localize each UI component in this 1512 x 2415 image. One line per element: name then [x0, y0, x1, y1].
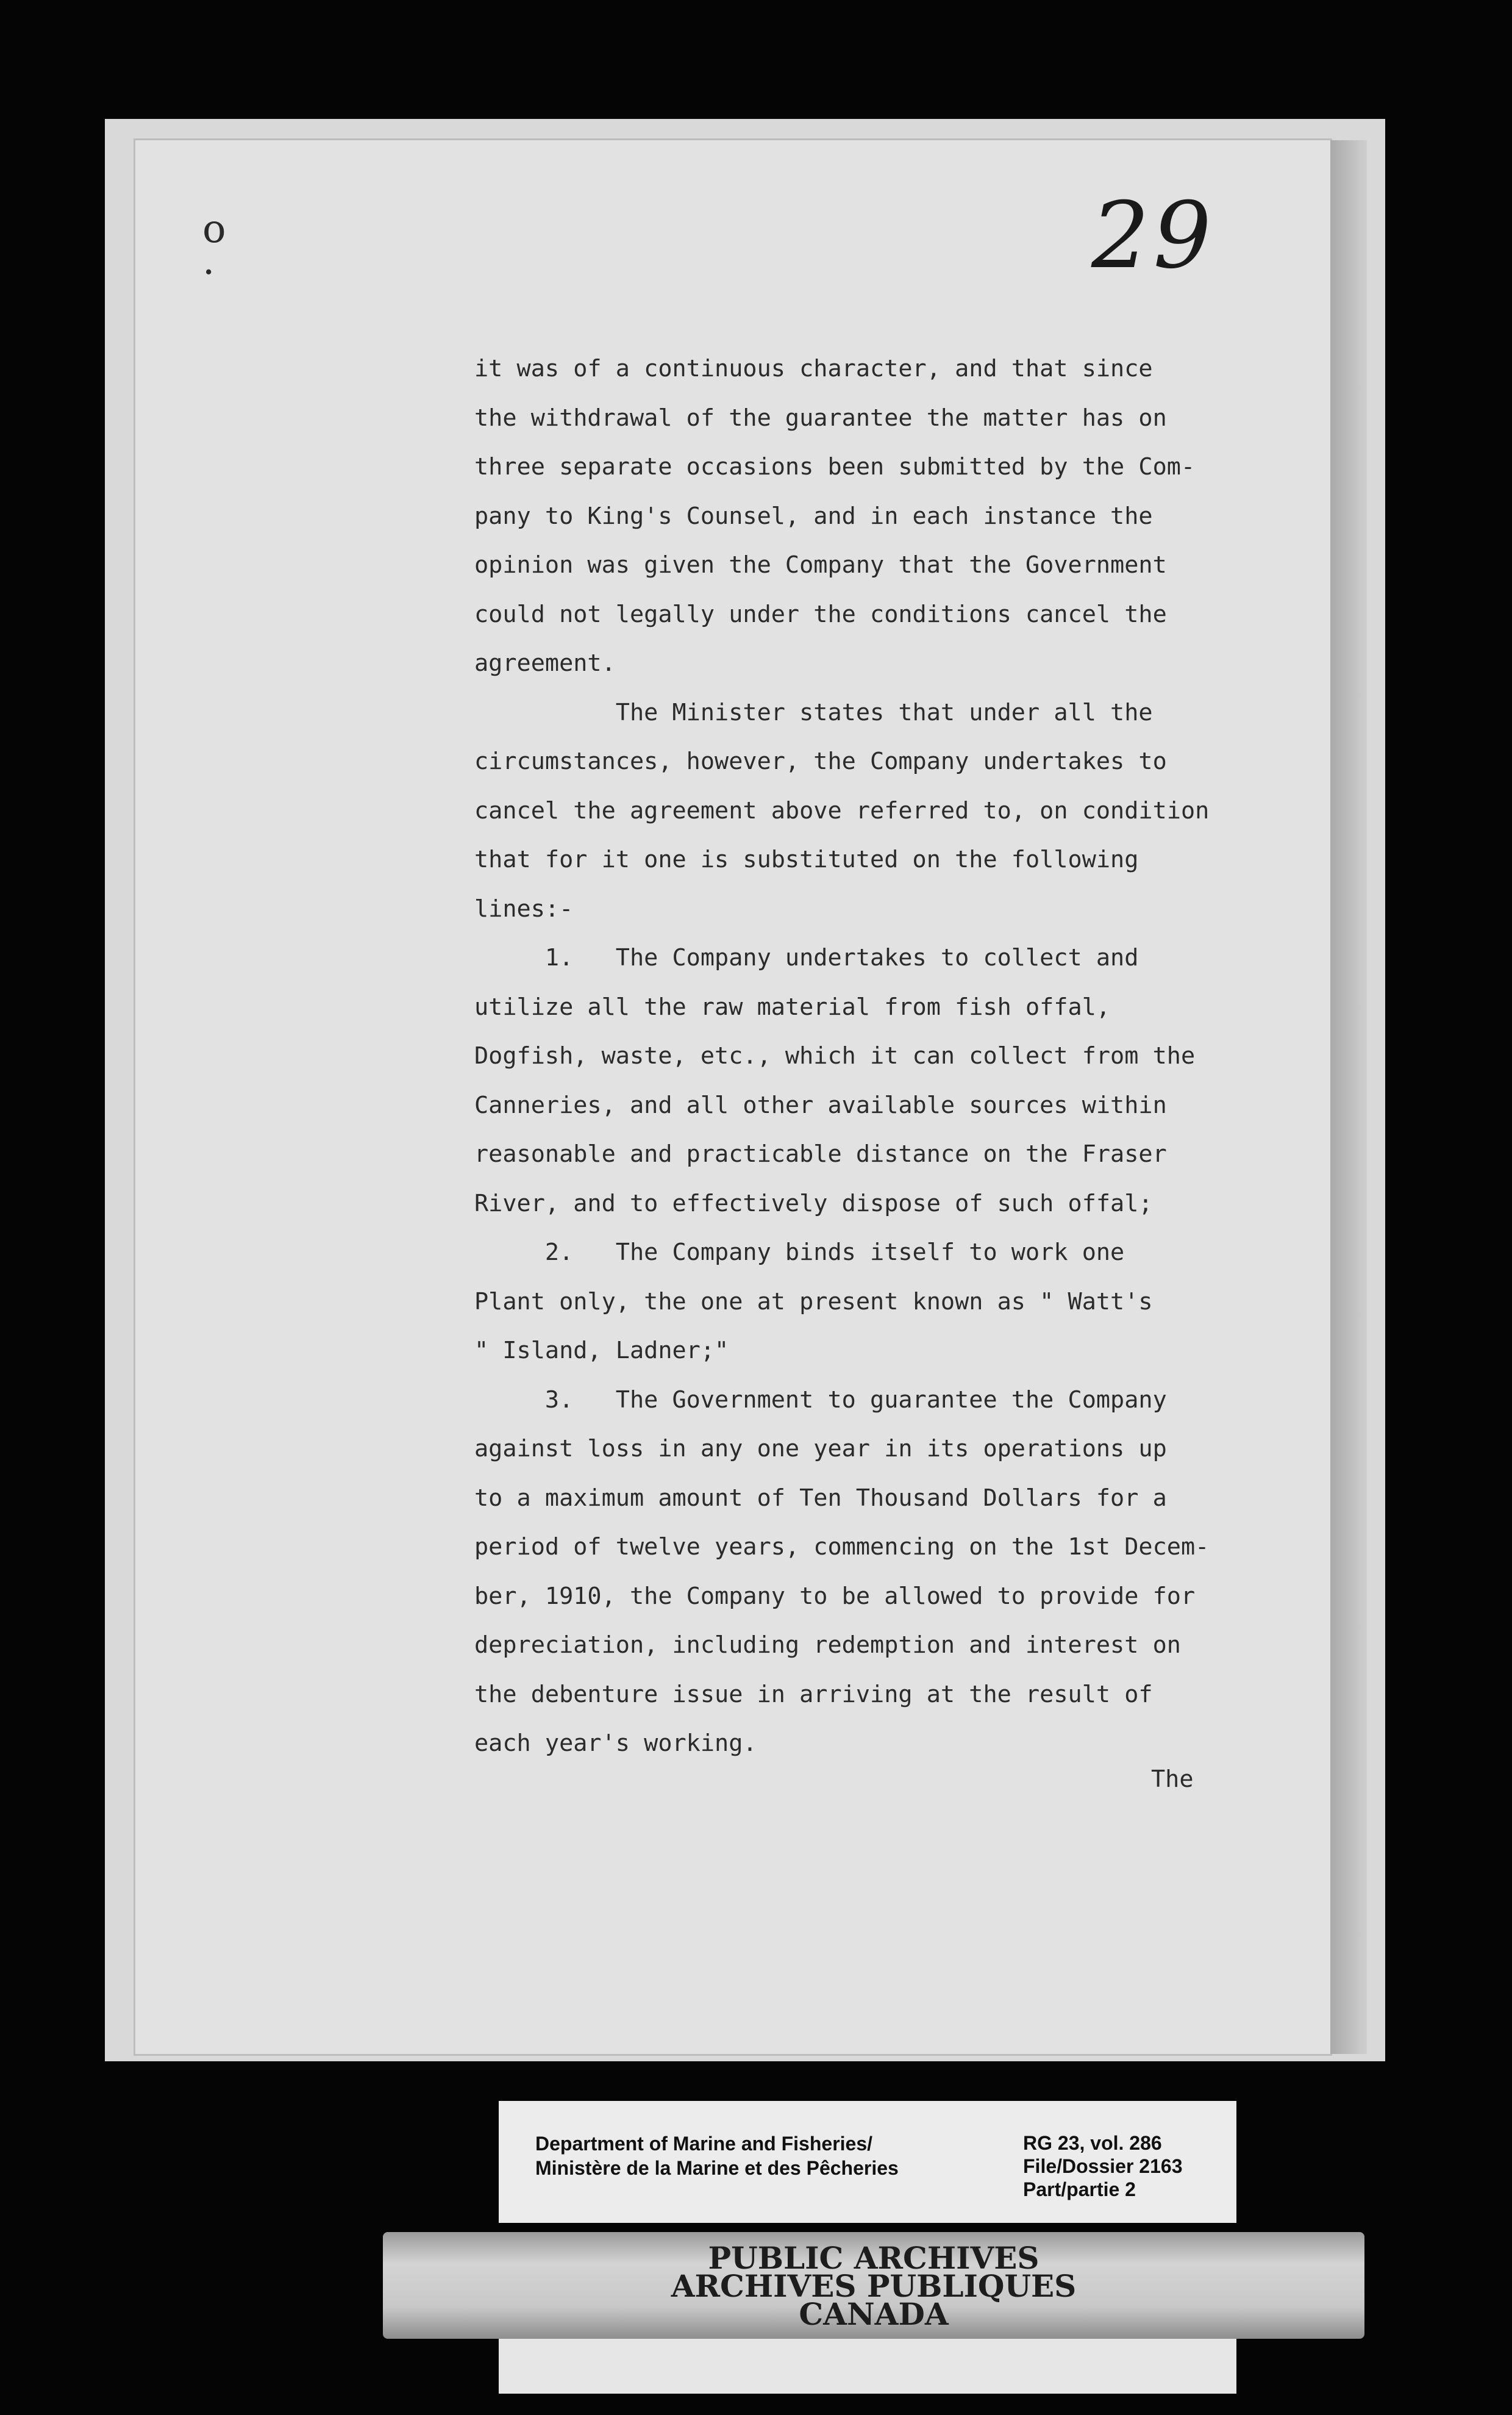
text-line: three separate occasions been submitted by the Com-	[474, 453, 1196, 481]
text-line: agreement.	[474, 649, 616, 677]
text-line: ber, 1910, the Company to be allowed to provide for	[474, 1582, 1196, 1610]
stamp-line-1: PUBLIC ARCHIVES	[708, 2240, 1040, 2276]
document-body	[474, 345, 1267, 1769]
part-number: Part/partie 2	[1023, 2178, 1136, 2200]
text-line: Canneries, and all other available sources within	[474, 1091, 1167, 1119]
department-fr: Ministère de la Marine et des Pêcheries	[535, 2157, 899, 2179]
text-line: reasonable and practicable distance on the Fraser	[474, 1140, 1167, 1168]
text-line: utilize all the raw material from fish offal,	[474, 993, 1111, 1021]
sheet-edge-shadow	[1330, 140, 1367, 2054]
text-line: The Minister states that under all the	[474, 698, 1153, 726]
text-line: 3. The Government to guarantee the Company	[474, 1386, 1167, 1414]
text-line: against loss in any one year in its operations up	[474, 1435, 1167, 1462]
text-line: depreciation, including redemption and interest on	[474, 1631, 1181, 1659]
text-line: the withdrawal of the guarantee the matter has on	[474, 404, 1167, 432]
text-line: cancel the agreement above referred to, on condition	[474, 796, 1210, 825]
reference-number: RG 23, vol. 286	[1023, 2132, 1162, 2154]
text-line: circumstances, however, the Company undertakes to	[474, 748, 1167, 775]
catchword: The	[1151, 1766, 1194, 1793]
text-line: the debenture issue in arriving at the result of	[474, 1680, 1153, 1708]
text-line: to a maximum amount of Ten Thousand Dollars for a	[474, 1484, 1167, 1512]
stamp-line-3: CANADA	[799, 2296, 949, 2332]
department-block	[535, 2131, 899, 2180]
text-line: Dogfish, waste, etc., which it can collect from the	[474, 1042, 1196, 1070]
archive-stamp	[383, 2232, 1364, 2339]
text-line: River, and to effectively dispose of such offal;	[474, 1189, 1153, 1217]
text-line: that for it one is substituted on the following	[474, 846, 1139, 873]
text-line: period of twelve years, commencing on the 1st Decem-	[474, 1533, 1210, 1561]
department-en: Department of Marine and Fisheries/	[535, 2133, 873, 2155]
label-strip-bottom	[499, 2339, 1236, 2394]
text-line: it was of a continuous character, and that since	[474, 355, 1153, 382]
file-number: File/Dossier 2163	[1023, 2155, 1183, 2177]
text-line: Plant only, the one at present known as " Watt's	[474, 1287, 1153, 1315]
reference-block	[1023, 2131, 1182, 2201]
text-line: " Island, Ladner;"	[474, 1337, 729, 1364]
text-line: pany to King's Counsel, and in each instance the	[474, 502, 1153, 530]
stamp-text	[383, 2240, 1364, 2332]
text-line: 1. The Company undertakes to collect and	[474, 944, 1139, 971]
archive-label	[499, 2101, 1236, 2223]
page-number: 29	[1091, 183, 1215, 289]
text-line: could not legally under the conditions cancel the	[474, 600, 1167, 628]
stamp-line-2: ARCHIVES PUBLIQUES	[671, 2268, 1077, 2304]
text-line: each year's working.	[474, 1730, 757, 1757]
margin-mark: o .	[202, 207, 226, 284]
text-line: lines:-	[474, 895, 574, 923]
text-line: 2. The Company binds itself to work one	[474, 1239, 1125, 1266]
text-line: opinion was given the Company that the Government	[474, 551, 1167, 579]
